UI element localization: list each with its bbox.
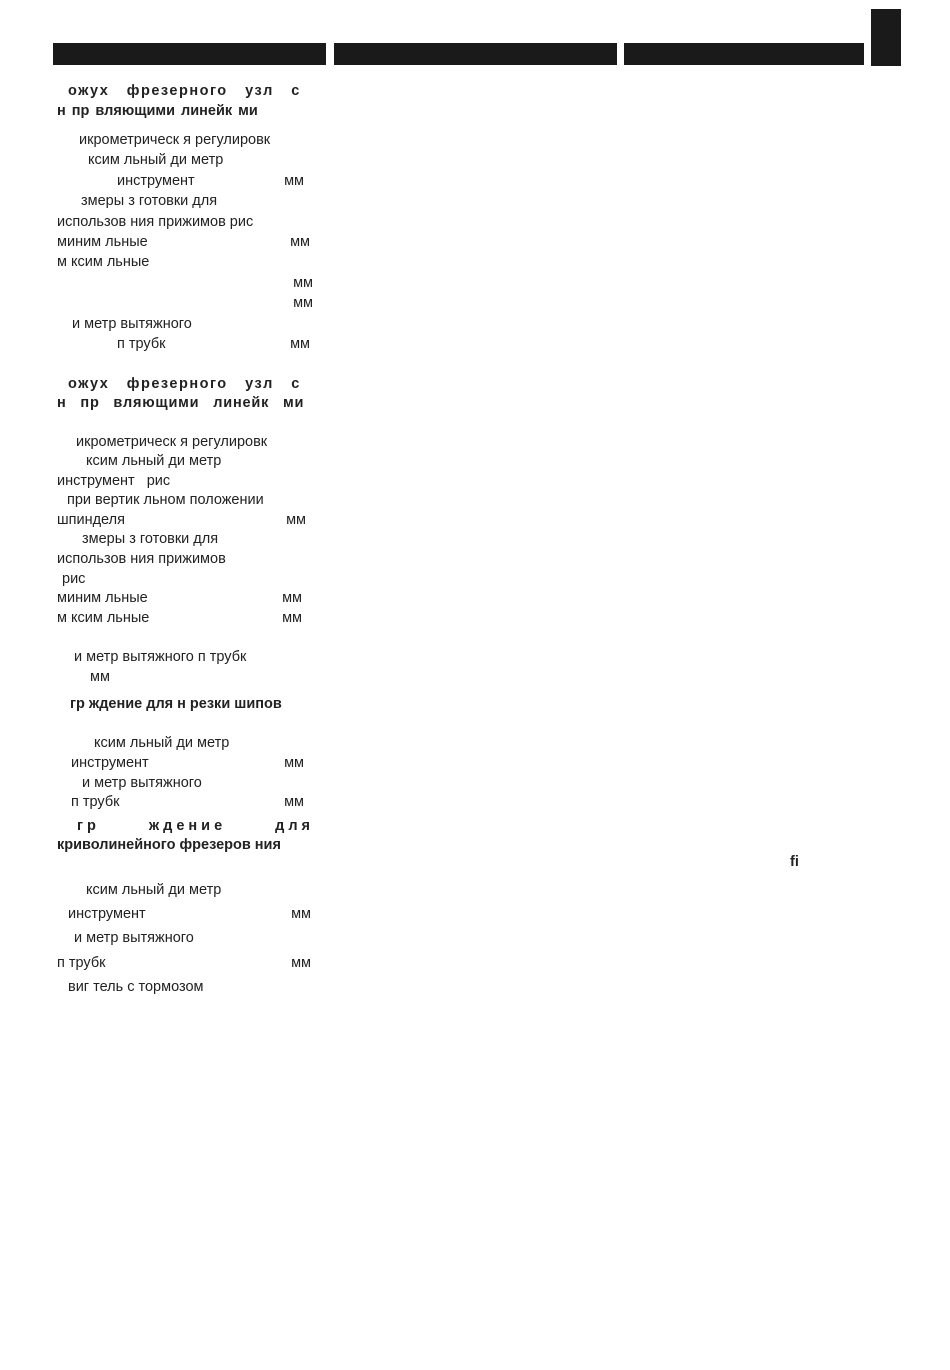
spec-label: инструмент bbox=[117, 173, 195, 189]
spec-label: при вертик льном положении bbox=[67, 492, 264, 508]
spec-unit: мм bbox=[284, 794, 304, 810]
spec-unit: мм bbox=[291, 955, 311, 971]
header-bar-left bbox=[53, 43, 326, 65]
spec-unit: мм bbox=[286, 512, 306, 528]
spec-unit: мм bbox=[284, 755, 304, 771]
spec-label: п трубк bbox=[117, 336, 166, 352]
spec-label: шпинделя bbox=[57, 512, 125, 528]
spec-unit: мм bbox=[284, 173, 304, 189]
spec-label: и метр вытяжного bbox=[72, 316, 192, 332]
spec-unit: мм bbox=[290, 234, 310, 250]
spec-label: инструмент рис bbox=[57, 473, 171, 489]
spec-label: миним льные bbox=[57, 590, 148, 606]
spec-label: п трубк bbox=[71, 794, 120, 810]
section-4-title-line2: криволинейного фрезеров ния bbox=[57, 837, 281, 853]
section-2-title-line1: ожух фрезерного узл с bbox=[68, 376, 301, 392]
stray-glyph: fi bbox=[790, 854, 799, 870]
section-2-title-line2: н пр вляющими линейк ми bbox=[57, 395, 305, 411]
section-3-title: гр ждение для н резки шипов bbox=[70, 696, 282, 712]
spec-label: инструмент bbox=[68, 906, 146, 922]
spec-label: м ксим льные bbox=[57, 254, 150, 270]
spec-label: икрометрическ я регулировк bbox=[76, 434, 268, 450]
spec-label: рис bbox=[62, 571, 86, 587]
section-1-title-line2: н пр вляющими линейк ми bbox=[57, 103, 258, 119]
spec-unit: мм bbox=[282, 610, 302, 626]
header-bar-middle bbox=[334, 43, 617, 65]
spec-label: мм bbox=[90, 669, 110, 685]
spec-label: ксим льный ди метр bbox=[88, 152, 224, 168]
spec-label: ксим льный ди метр bbox=[86, 882, 222, 898]
spec-label: и метр вытяжного bbox=[82, 775, 202, 791]
section-1-title-line1: ожух фрезерного узл с bbox=[68, 83, 301, 99]
spec-label: м ксим льные bbox=[57, 610, 150, 626]
spec-label: использов ния прижимов рис bbox=[57, 214, 254, 230]
spec-label: ксим льный ди метр bbox=[86, 453, 222, 469]
spec-label: миним льные bbox=[57, 234, 148, 250]
spec-label: использов ния прижимов bbox=[57, 551, 226, 567]
spec-label: и метр вытяжного bbox=[74, 930, 194, 946]
spec-label: инструмент bbox=[71, 755, 149, 771]
spec-label: п трубк bbox=[57, 955, 106, 971]
spec-label: змеры з готовки для bbox=[81, 193, 218, 209]
header-bar-right bbox=[624, 43, 864, 65]
spec-label: змеры з готовки для bbox=[82, 531, 219, 547]
spec-unit: мм bbox=[282, 590, 302, 606]
spec-label: ксим льный ди метр bbox=[94, 735, 230, 751]
spec-unit: мм bbox=[293, 275, 313, 291]
spec-label: и метр вытяжного п трубк bbox=[74, 649, 247, 665]
page-corner-tab bbox=[871, 9, 901, 66]
spec-unit: мм bbox=[293, 295, 313, 311]
spec-unit: мм bbox=[290, 336, 310, 352]
spec-unit: мм bbox=[291, 906, 311, 922]
spec-label: виг тель с тормозом bbox=[68, 979, 204, 995]
spec-label: икрометрическ я регулировк bbox=[79, 132, 271, 148]
section-4-title-line1: гр ждение для bbox=[77, 818, 314, 834]
